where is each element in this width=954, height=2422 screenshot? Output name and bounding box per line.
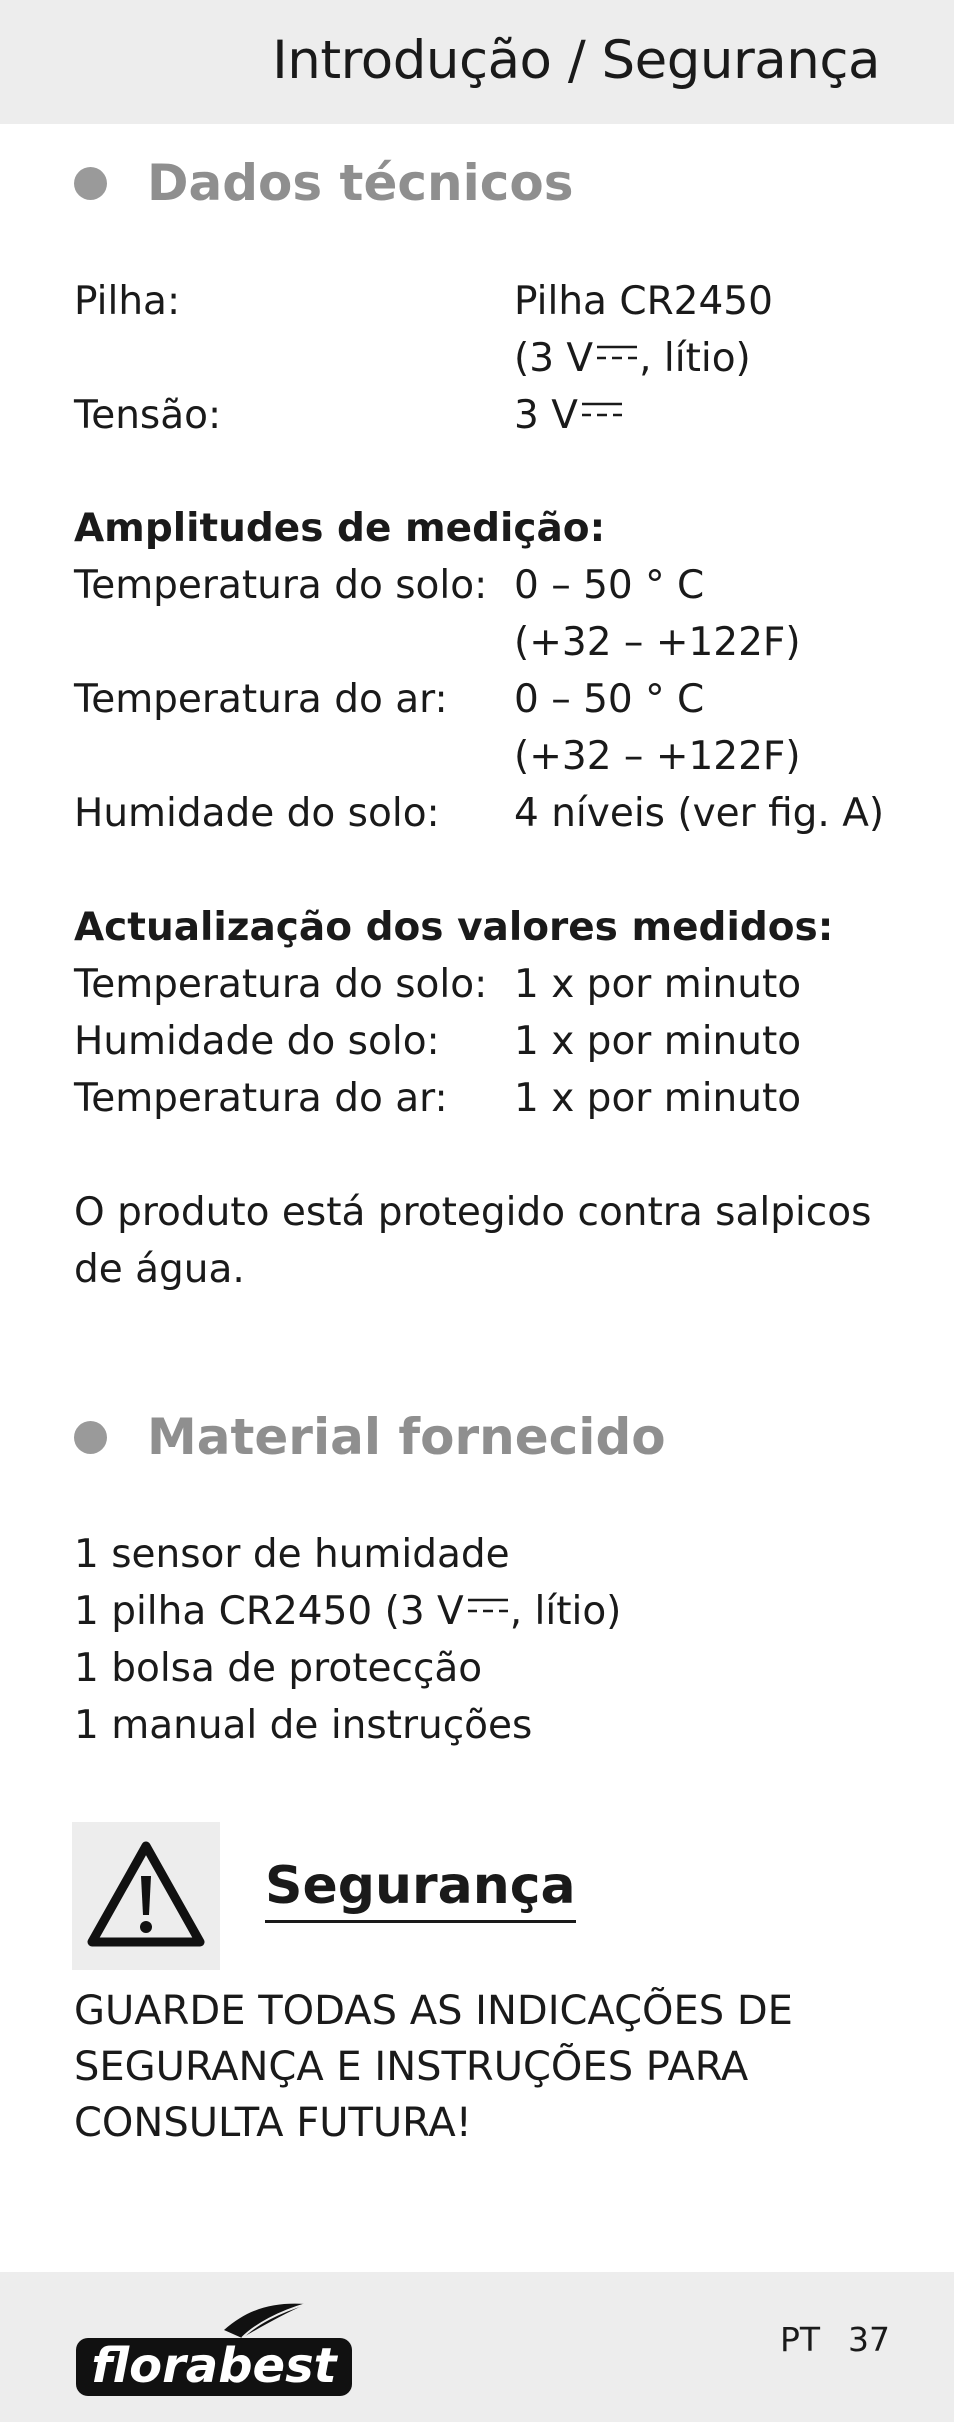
range-label: Temperatura do ar: <box>74 677 448 722</box>
section-title: Material fornecido <box>147 1408 666 1466</box>
spec-label: Tensão: <box>74 393 222 438</box>
range-value: 0 – 50 ° C <box>514 677 705 722</box>
section-heading-material <box>74 1402 666 1472</box>
range-value: 4 níveis (ver fig. A) <box>514 791 885 836</box>
splash-note: O produto está protegido contra salpicos de água. <box>74 1190 872 1292</box>
list-item: 1 sensor de humidade <box>74 1532 510 1577</box>
update-label: Temperatura do solo: <box>74 962 488 1007</box>
bullet-icon <box>74 1421 107 1454</box>
update-value: 1 x por minuto <box>514 1019 802 1064</box>
spec-value-prefix: (3 V <box>514 336 594 381</box>
page-header <box>0 0 954 124</box>
page-number: 37 <box>848 2320 890 2359</box>
range-value: (+32 – +122F) <box>514 734 801 779</box>
bullet-icon <box>74 167 107 200</box>
dc-symbol-icon <box>582 400 622 420</box>
list-item-suffix: , lítio) <box>509 1589 622 1634</box>
range-label: Humidade do solo: <box>74 791 440 836</box>
ranges-title: Amplitudes de medição: <box>74 506 606 551</box>
warning-box <box>72 1822 220 1970</box>
list-item-prefix: 1 pilha CR2450 (3 V <box>74 1589 464 1634</box>
range-value: (+32 – +122F) <box>514 620 801 665</box>
warning-line: CONSULTA FUTURA! <box>74 2100 472 2146</box>
section-title: Dados técnicos <box>147 154 574 212</box>
spec-value: Pilha CR2450 <box>514 279 773 324</box>
list-item: 1 bolsa de protecção <box>74 1646 483 1691</box>
dc-symbol-icon <box>597 343 637 363</box>
svg-text:florabest: florabest <box>91 2338 337 2394</box>
spec-value-dc <box>514 387 624 444</box>
list-item: 1 manual de instruções <box>74 1703 533 1748</box>
list-item-dc <box>74 1583 621 1640</box>
spec-value-prefix: 3 V <box>514 393 578 438</box>
warning-line: GUARDE TODAS AS INDICAÇÕES DE <box>74 1988 793 2034</box>
update-value: 1 x por minuto <box>514 1076 802 1121</box>
section-heading-tech <box>74 148 574 218</box>
dc-symbol-icon <box>468 1596 508 1616</box>
update-value: 1 x por minuto <box>514 962 802 1007</box>
update-label: Humidade do solo: <box>74 1019 440 1064</box>
update-title: Actualização dos valores medidos: <box>74 905 834 950</box>
update-label: Temperatura do ar: <box>74 1076 448 1121</box>
spec-value-suffix: , lítio) <box>639 336 751 381</box>
page-language: PT <box>780 2320 821 2359</box>
warning-line: SEGURANÇA E INSTRUÇÕES PARA <box>74 2044 749 2090</box>
range-label: Temperatura do solo: <box>74 563 488 608</box>
florabest-logo <box>74 2300 354 2398</box>
spec-label: Pilha: <box>74 279 181 324</box>
safety-title: Segurança <box>265 1856 576 1923</box>
spec-value-dc <box>514 330 751 387</box>
warning-triangle-icon <box>72 1822 220 1970</box>
range-value: 0 – 50 ° C <box>514 563 705 608</box>
page-title: Introdução / Segurança <box>272 30 880 91</box>
